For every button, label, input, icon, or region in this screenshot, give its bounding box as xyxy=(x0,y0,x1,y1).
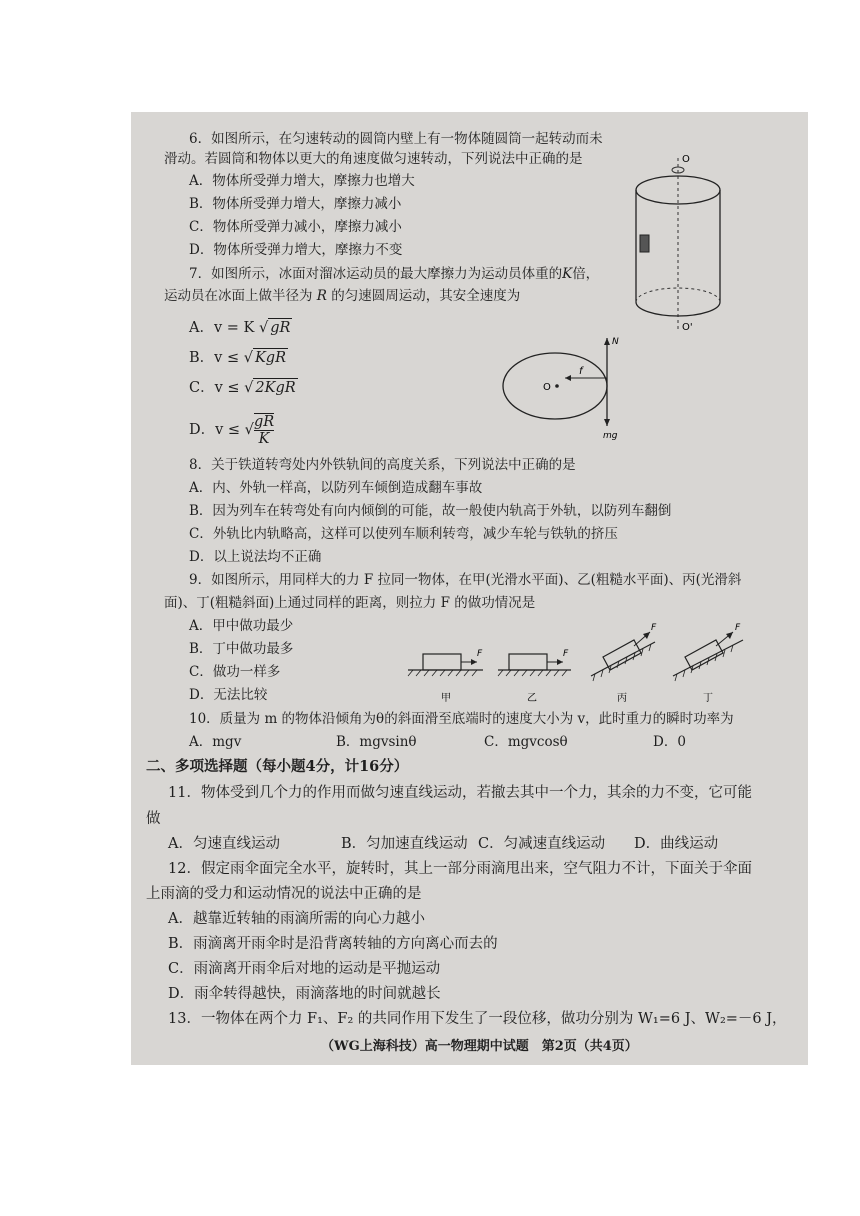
q8-option-a: A．内、外轨一样高，以防列车倾倒造成翻车事故 xyxy=(189,480,483,496)
q9-option-b: B．丁中做功最多 xyxy=(189,641,294,657)
q10-stem: 10．质量为 m 的物体沿倾角为θ的斜面滑至底端时的速度大小为 v，此时重力的瞬时功率为 xyxy=(189,711,734,727)
q11-stem-line2: 做 xyxy=(146,811,161,827)
q11-option-b: B．匀加速直线运动 xyxy=(341,836,468,852)
page-footer: （WG上海科技）高一物理期中试题 第2页（共4页） xyxy=(321,1039,638,1054)
q7-option-b: B．v ≤ √ KgR xyxy=(189,350,287,366)
q7-option-a-radicand: gR xyxy=(270,320,291,336)
q12-option-b: B．雨滴离开雨伞时是沿背离转轴的方向离心而去的 xyxy=(168,936,498,952)
q10-option-d: D．0 xyxy=(653,734,686,750)
q6-stem-line1: 6．如图所示，在匀速转动的圆筒内壁上有一物体随圆筒一起转动而未 xyxy=(189,131,603,147)
q10-option-c: C．mgvcosθ xyxy=(484,734,568,750)
q9-fig-jia-force: F xyxy=(477,649,483,659)
q7-option-b-radicand: KgR xyxy=(254,350,287,366)
q7-option-a: A．v = K √ gR xyxy=(189,320,291,336)
q12-option-c: C．雨滴离开雨伞后对地的运动是平抛运动 xyxy=(168,961,441,977)
q7-option-d-numerator: gR xyxy=(253,414,275,430)
q8-stem: 8．关于铁道转弯处内外铁轨间的高度关系，下列说法中正确的是 xyxy=(189,457,576,473)
q9-fig-yi-label: 乙 xyxy=(527,693,537,704)
q9-fig-ding xyxy=(673,623,743,704)
q7-option-d-denominator: K xyxy=(258,431,270,447)
q9-fig-bing-label: 丙 xyxy=(617,693,627,704)
q6-stem-line2: 滑动。若圆筒和物体以更大的角速度做匀速转动，下列说法中正确的是 xyxy=(164,151,583,167)
q7-stem-line1-end: 倍， xyxy=(572,266,600,282)
q12-option-d: D．雨伞转得越快，雨滴落地的时间就越长 xyxy=(168,986,441,1002)
q8-option-b: B．因为列车在转弯处有向内倾倒的可能，故一般使内轨高于外轨，以防列车翻倒 xyxy=(189,503,672,519)
section-2-heading: 二、多项选择题（每小题4分，计16分） xyxy=(146,758,409,775)
q8-option-d: D．以上说法均不正确 xyxy=(189,549,322,565)
q12-option-a: A．越靠近转轴的雨滴所需的向心力越小 xyxy=(168,911,425,927)
q7-option-c: C．v ≤ √ 2KgR xyxy=(189,380,296,396)
q9-fig-bing xyxy=(591,623,657,704)
q6-fig-label-bottom: O' xyxy=(682,322,693,333)
q9-fig-bing-force: F xyxy=(651,623,657,633)
q7-option-b-prefix: B．v ≤ xyxy=(189,350,240,366)
q12-stem-line1: 12．假定雨伞面完全水平，旋转时，其上一部分雨滴甩出来，空气阻力不计，下面关于伞面 xyxy=(168,861,752,877)
q7-var-k: K xyxy=(562,266,573,282)
q9-fig-ding-force: F xyxy=(735,623,741,633)
q7-fig-center-label: O xyxy=(543,382,551,393)
q11-option-c: C．匀减速直线运动 xyxy=(478,836,606,852)
q9-fig-jia-label: 甲 xyxy=(441,693,451,704)
q7-fig-normal-label: N xyxy=(612,337,619,347)
q9-stem-line1: 9．如图所示，用同样大的力 F 拉同一物体，在甲(光滑水平面)、乙(粗糙水平面)、丙(光滑斜 xyxy=(189,572,742,588)
q6-option-d: D．物体所受弹力增大，摩擦力不变 xyxy=(189,242,403,258)
q7-option-a-prefix: A．v = K xyxy=(189,320,255,336)
q10-option-a: A．mgv xyxy=(189,734,242,750)
q7-stem-line2 xyxy=(164,287,520,305)
q9-stem-line2: 面)、丁(粗糙斜面)上通过同样的距离，则拉力 F 的做功情况是 xyxy=(164,595,536,611)
q7-option-c-radicand: 2KgR xyxy=(255,380,296,396)
q7-stem-line2-end: 的匀速圆周运动，其安全速度为 xyxy=(331,288,521,304)
q7-fig-friction-label: f xyxy=(579,366,583,377)
q9-option-d: D．无法比较 xyxy=(189,687,268,703)
q9-fig-ding-label: 丁 xyxy=(703,693,713,704)
q7-fig-weight-label: mg xyxy=(603,431,618,441)
q12-stem-line2: 上雨滴的受力和运动情况的说法中正确的是 xyxy=(146,886,422,902)
q8-option-c: C．外轨比内轨略高，这样可以使列车顺利转弯，减少车轮与铁轨的挤压 xyxy=(189,526,618,542)
q7-option-d-fraction xyxy=(254,413,274,447)
q7-option-c-prefix: C．v ≤ xyxy=(189,380,240,396)
q6-option-c: C．物体所受弹力减小，摩擦力减小 xyxy=(189,219,402,235)
q7-option-d-prefix: D．v ≤ xyxy=(189,422,241,438)
q10-option-b: B．mgvsinθ xyxy=(336,734,417,750)
q9-fig-jia xyxy=(408,649,483,704)
q11-stem-line1: 11．物体受到几个力的作用而做匀速直线运动，若撤去其中一个力，其余的力不变，它可能 xyxy=(168,785,752,801)
q11-option-a: A．匀速直线运动 xyxy=(168,836,280,852)
q9-option-a: A．甲中做功最少 xyxy=(189,618,294,634)
q9-fig-yi xyxy=(498,649,571,704)
q7-stem-line1-text: 7．如图所示，冰面对溜冰运动员的最大摩擦力为运动员体重的 xyxy=(189,266,563,282)
q6-option-a: A．物体所受弹力增大，摩擦力也增大 xyxy=(189,173,415,189)
exam-page xyxy=(131,112,808,1065)
q13-stem: 13．一物体在两个力 F₁、F₂ 的共同作用下发生了一段位移，做功分别为 W₁=6 J、W₂=－6 J， xyxy=(168,1011,787,1027)
q9-fig-yi-force: F xyxy=(563,649,569,659)
q7-option-d: D．v ≤ √ $\frac{gR}{K}$ xyxy=(189,414,275,447)
q6-fig-label-top: O xyxy=(682,154,690,165)
q7-stem-line1 xyxy=(189,265,599,283)
q6-option-b: B．物体所受弹力增大，摩擦力减小 xyxy=(189,196,402,212)
q9-option-c: C．做功一样多 xyxy=(189,664,281,680)
q11-option-d: D．曲线运动 xyxy=(634,836,719,852)
q6-cylinder-figure xyxy=(626,152,736,337)
q7-var-r: R xyxy=(316,288,327,304)
q7-stem-line2-text: 运动员在冰面上做半径为 xyxy=(164,288,313,304)
q9-force-figures xyxy=(403,608,763,708)
q7-skater-figure xyxy=(499,334,649,444)
